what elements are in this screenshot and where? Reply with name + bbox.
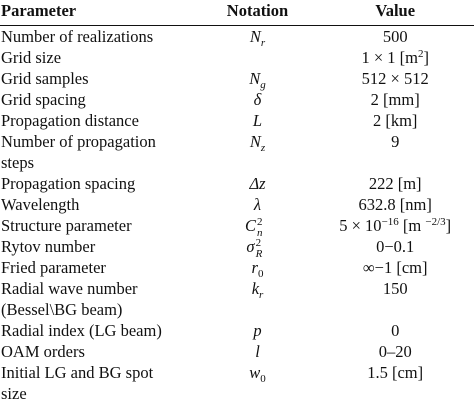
notation-subscript: g [260,79,266,91]
value-text: 1 × 1 [m [361,48,418,67]
table-row [0,236,474,257]
value-cell: ∞−1 [cm] [362,258,428,277]
parameter-line-2: steps [1,153,34,172]
notation-subscript: R [255,248,263,260]
parameter-cell: OAM orders [1,342,85,361]
table-row [0,68,474,89]
header-notation: Notation [199,0,317,26]
parameter-cell: Wavelength [1,195,80,214]
notation-cell [199,131,317,173]
notation-script-stack [255,236,269,260]
value-cell: 1.5 [cm] [367,363,424,382]
parameter-cell: Fried parameter [1,258,106,277]
notation-symbol: N [249,27,261,46]
table-row [0,47,474,68]
notation-cell [199,173,317,194]
notation-cell [199,341,317,362]
notation-subscript: z [260,142,266,154]
value-text: 5 × 10 [339,216,382,235]
value-tail: ] [423,48,429,67]
table-row [0,26,474,48]
table-row [0,131,474,173]
notation-subscript: r [259,289,264,301]
notation-symbol: C [244,216,256,235]
parameter-cell: Grid samples [1,69,89,88]
value-unit-open: [m [398,216,426,235]
header-parameter: Parameter [0,0,199,26]
parameter-cell: Structure parameter [1,216,132,235]
notation-cell [199,47,317,68]
value-cell: 512 × 512 [361,69,429,88]
parameter-line-2: (Bessel\BG beam) [1,300,123,319]
parameter-cell: Radial index (LG beam) [1,321,162,340]
notation-symbol: N [249,132,261,151]
parameter-line-2: size [1,384,27,403]
parameter-line-1: Radial wave number [1,279,138,298]
value-cell [316,47,474,68]
notation-cell [199,236,317,260]
value-cell: 2 [mm] [370,90,420,109]
value-cell [316,215,474,236]
value-superscript: 2 [417,48,424,60]
value-cell: 2 [km] [372,111,418,130]
notation-symbol: σ [246,237,255,256]
notation-symbol: k [251,279,260,298]
parameter-cell: Grid size [1,48,62,67]
parameter-line-1: Number of propagation [1,132,156,151]
parameter-cell: Grid spacing [1,90,86,109]
notation-cell [199,110,317,131]
notation-subscript: n [257,227,263,239]
table-row [0,194,474,215]
value-tail: ] [445,216,452,235]
value-cell: 0−0.1 [376,237,415,256]
notation-cell [199,68,317,89]
value-cell: 0–20 [378,342,412,361]
notation-symbol: p [253,321,262,340]
table-row [0,257,474,278]
table-row [0,89,474,110]
notation-symbol: w [249,363,261,382]
table-row [0,173,474,194]
notation-subscript: 0 [260,373,266,385]
value-cell: 150 [382,279,408,298]
notation-symbol: δ [253,90,262,109]
notation-symbol: r [251,258,258,277]
table-row [0,341,474,362]
parameter-line-1: Initial LG and BG spot [1,363,154,382]
value-cell: 9 [391,132,400,151]
notation-symbol: Δz [249,174,266,193]
notation-cell [199,320,317,341]
notation-superscript: 2 [255,237,262,249]
table-row [0,320,474,341]
parameter-cell [0,362,199,404]
table-row [0,278,474,320]
parameter-cell [0,131,199,173]
parameter-cell [0,278,199,320]
parameter-cell: Number of realizations [1,27,154,46]
notation-cell [199,278,317,320]
table-row [0,110,474,131]
value-cell: 500 [382,27,408,46]
notation-cell [199,89,317,110]
notation-symbol: L [252,111,263,130]
header-value: Value [316,0,474,26]
parameter-cell: Propagation distance [1,111,139,130]
parameter-cell: Rytov number [1,237,96,256]
value-cell: 222 [m] [368,174,422,193]
notation-cell [199,26,317,48]
notation-subscript: 0 [257,268,264,280]
value-exponent: −16 [381,216,399,228]
table-row [0,215,474,236]
notation-superscript: 2 [257,216,263,228]
notation-cell [199,362,317,404]
notation-symbol: λ [253,195,262,214]
parameter-cell: Propagation spacing [1,174,136,193]
notation-symbol: l [255,342,260,361]
table-row [0,362,474,404]
value-cell: 632.8 [nm] [358,195,432,214]
header-row [0,0,474,26]
notation-symbol: N [249,69,261,88]
notation-subscript: r [260,37,266,49]
value-unit-exponent: −2/3 [425,216,446,228]
value-cell: 0 [391,321,400,340]
